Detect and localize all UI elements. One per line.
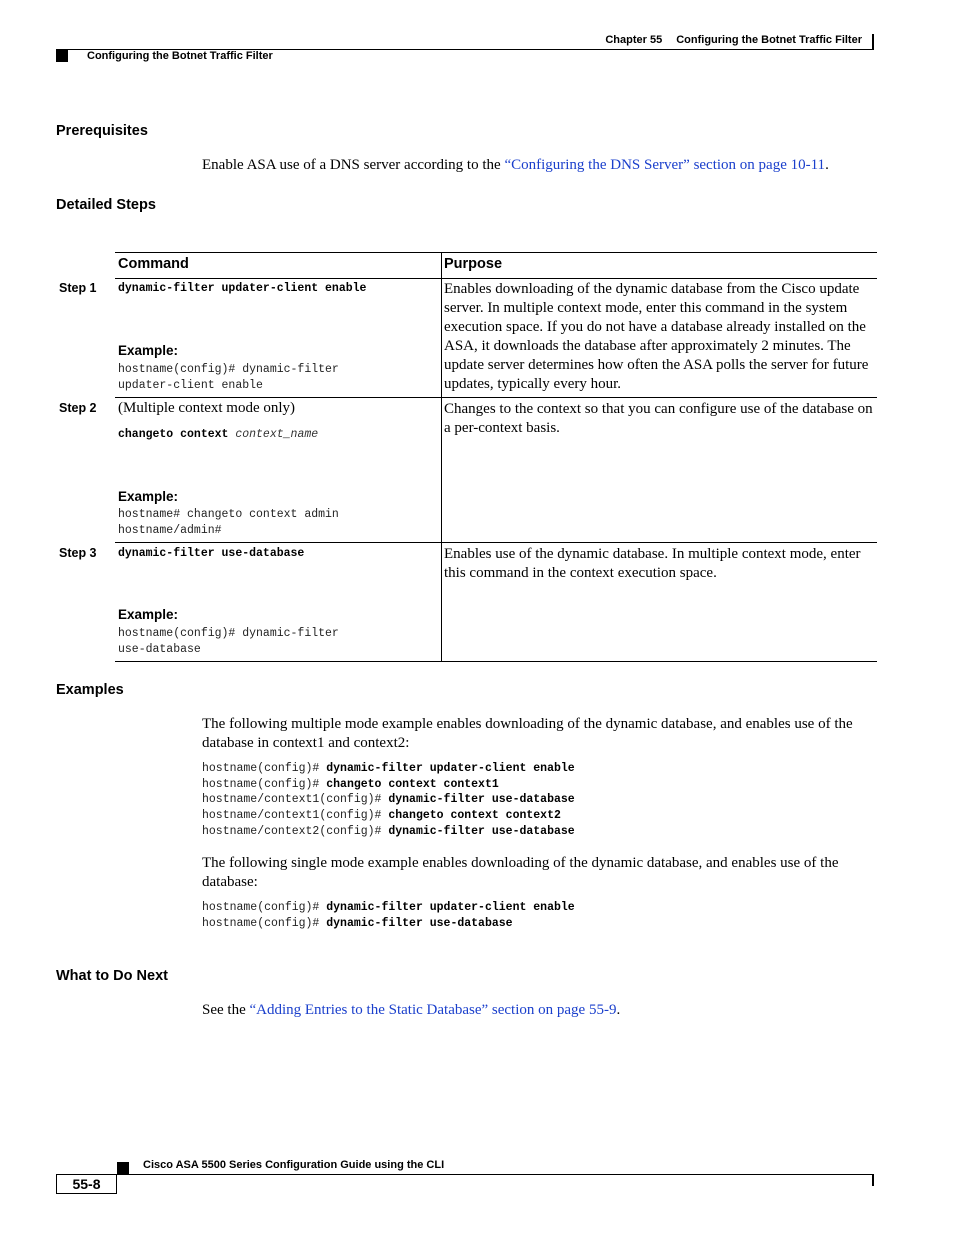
what-to-do-next-heading: What to Do Next	[56, 968, 168, 984]
table-header-rule	[115, 278, 877, 279]
example-label: Example:	[118, 607, 179, 622]
what-to-do-next-paragraph: See the “Adding Entries to the Static Database” section on page 55-9.	[202, 1002, 621, 1018]
page-number: 55-8	[56, 1174, 117, 1194]
example-code: hostname(config)# dynamic-filter use-database	[118, 627, 339, 656]
code-line: hostname/context1(config)# dynamic-filter use-database	[202, 793, 575, 807]
single-mode-code-block	[202, 900, 575, 931]
running-header-section: Configuring the Botnet Traffic Filter	[87, 50, 273, 62]
step-purpose: Changes to the context so that you can configure use of the database on a per-context basis.	[444, 401, 873, 436]
table-top-rule	[115, 252, 877, 253]
header-right-bar	[872, 34, 874, 50]
step-label: Step 2	[59, 401, 97, 415]
footer-marker-block	[117, 1162, 129, 1174]
code-line: hostname(config)# dynamic-filter use-database	[202, 916, 513, 930]
running-header-chapter	[605, 34, 862, 46]
step-command: changeto context context_name	[118, 428, 319, 441]
column-header-command: Command	[118, 256, 189, 272]
column-header-purpose: Purpose	[444, 256, 503, 272]
step-label: Step 1	[59, 281, 97, 295]
examples-heading: Examples	[56, 682, 124, 698]
code-line: hostname(config)# dynamic-filter updater-client enable	[202, 901, 575, 914]
step-purpose: Enables use of the dynamic database. In multiple context mode, enter this command in the context execution space.	[444, 546, 861, 581]
footer-right-bar	[872, 1174, 874, 1186]
code-line: hostname(config)# changeto context context1	[202, 777, 499, 791]
dns-server-link[interactable]: “Configuring the DNS Server” section on page 10-11	[504, 157, 826, 173]
example-code: hostname(config)# dynamic-filter updater-client enable	[118, 363, 339, 392]
footer-guide-title: Cisco ASA 5500 Series Configuration Guide using the CLI	[143, 1159, 445, 1171]
prerequisites-heading: Prerequisites	[56, 123, 148, 139]
footer-rule	[117, 1174, 874, 1175]
table-row-rule	[115, 542, 877, 543]
multi-mode-intro: The following multiple mode example enables downloading of the dynamic database, and enables use of the database in context1 and context2:	[202, 716, 853, 751]
prerequisites-paragraph: Enable ASA use of a DNS server according to the “Configuring the DNS Server” section on page 10-11.	[202, 157, 829, 173]
command-argument: context_name	[235, 428, 319, 441]
code-line: hostname/context1(config)# changeto context context2	[202, 809, 561, 823]
example-code: hostname# changeto context admin hostname/admin#	[118, 508, 339, 537]
chapter-title: Configuring the Botnet Traffic Filter	[676, 34, 862, 46]
step-label: Step 3	[59, 546, 97, 560]
example-label: Example:	[118, 489, 179, 504]
single-mode-intro: The following single mode example enables downloading of the dynamic database, and enables use of the database:	[202, 855, 839, 890]
step-note: (Multiple context mode only)	[118, 400, 296, 416]
step-purpose: Enables downloading of the dynamic database from the Cisco update server. In multiple context mode, enter this command in the system execution space. If you do not have a database already installed on the ASA, it downloads the database after approximately 2 minutes. The update server determines how often the ASA polls the server for future updates, typically every hour.	[444, 281, 869, 392]
table-bottom-rule	[115, 661, 877, 662]
step-command: dynamic-filter updater-client enable	[118, 282, 367, 295]
header-marker-block	[56, 50, 68, 62]
multi-mode-code-block	[202, 761, 575, 840]
example-label: Example:	[118, 343, 179, 358]
code-line: hostname(config)# dynamic-filter updater-client enable	[202, 762, 575, 775]
step-command: dynamic-filter use-database	[118, 547, 305, 560]
static-database-link[interactable]: “Adding Entries to the Static Database” section on page 55-9	[249, 1002, 617, 1018]
detailed-steps-heading: Detailed Steps	[56, 197, 156, 213]
table-column-divider	[441, 252, 442, 662]
table-row-rule	[115, 397, 877, 398]
chapter-number: Chapter 55	[605, 34, 663, 46]
code-line: hostname/context2(config)# dynamic-filter use-database	[202, 824, 575, 838]
